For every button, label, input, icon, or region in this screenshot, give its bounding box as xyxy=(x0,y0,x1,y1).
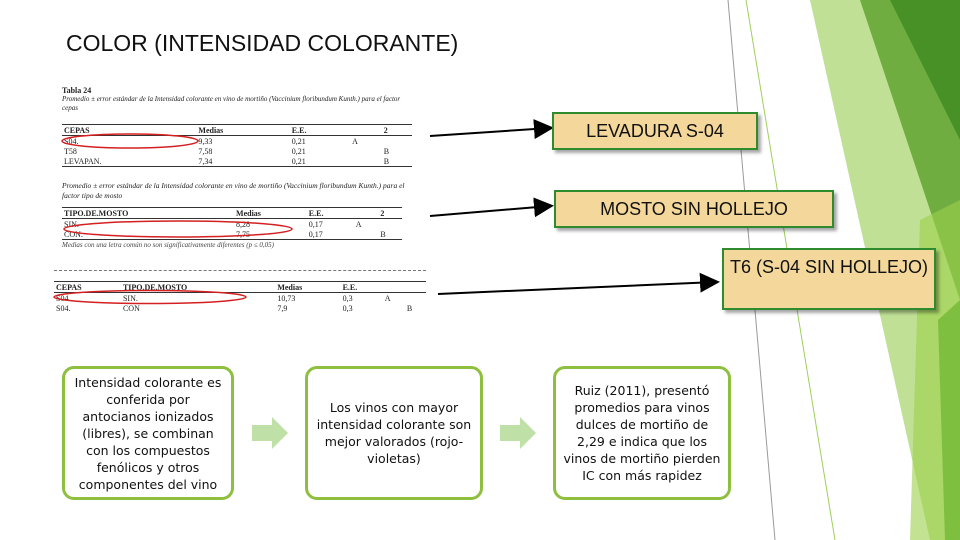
table-header: Medias xyxy=(275,282,340,293)
page-title: COLOR (INTENSIDAD COLORANTE) xyxy=(66,30,459,56)
table-cell: 7,58 xyxy=(198,146,213,156)
table-cell: 8,28 xyxy=(236,219,251,229)
arrow-to-levadura xyxy=(430,128,550,136)
flow-arrow-right-icon xyxy=(252,415,288,451)
table-header: TIPO.DE.MOSTO xyxy=(62,208,234,219)
table-cell: B xyxy=(383,146,390,156)
table-cell: LEVAPAN. xyxy=(62,156,196,167)
table-cell: SIN. xyxy=(122,293,138,303)
table-cell: 7,34 xyxy=(196,156,289,167)
table-cell: S04. xyxy=(64,136,79,146)
table-subtitle: Promedio ± error estándar de la Intensidad colorante en vino de mortiño (Vaccinium floribundum Kunth.) para el factor cepas xyxy=(62,95,401,112)
table-header: TIPO.DE.MOSTO xyxy=(121,282,275,293)
table-2-subtitle: Promedio ± error estándar de la Intensidad colorante en vino de mortiño (Vaccinium floribundum Kunth.) para el factor tipo de mosto xyxy=(62,181,405,200)
table-cell: CON. xyxy=(62,229,234,240)
table-cell: A xyxy=(352,136,358,146)
table-cell: B xyxy=(406,303,413,313)
callout-t6: T6 (S-04 SIN HOLLEJO) xyxy=(722,248,936,310)
callout-levadura: LEVADURA S-04 xyxy=(552,112,758,150)
flow-box-intensidad: Intensidad colorante es conferida por antocianos ionizados (libres), se combinan con los compuestos fenólicos y otros componentes del vino xyxy=(62,366,234,500)
table-cell: B xyxy=(378,229,402,240)
table-header: Medias xyxy=(196,125,289,136)
arrow-to-t6 xyxy=(438,282,716,294)
table-header: E.E. xyxy=(290,125,350,136)
table-header: CEPAS xyxy=(54,282,121,293)
table-cell: 0,21 xyxy=(291,136,306,146)
table-cell: B xyxy=(382,156,412,167)
table-cell: 10,73 xyxy=(277,293,296,303)
table-header: CEPAS xyxy=(62,125,196,136)
table-header: Medias xyxy=(234,208,307,219)
table-caption: Tabla 24 xyxy=(62,86,92,95)
table-header: E.E. xyxy=(341,282,383,293)
table-header: 2 xyxy=(378,208,402,219)
table-cell: 9,33 xyxy=(198,136,213,146)
flow-arrow-right-icon xyxy=(500,415,536,451)
table-cell: CON xyxy=(122,303,140,313)
flow-box-ruiz: Ruiz (2011), presentó promedios para vinos dulces de mortiño de 2,29 e indica que los vinos de mortiño pierden IC con más rapidez xyxy=(553,366,731,500)
table-cell: 7,9 xyxy=(277,303,288,313)
table-cell: A xyxy=(384,293,391,303)
callout-mosto: MOSTO SIN HOLLEJO xyxy=(554,190,834,228)
table-cell: A xyxy=(355,219,362,229)
table-header: 2 xyxy=(382,125,412,136)
table-cell: 0,21 xyxy=(290,156,350,167)
arrow-to-mosto xyxy=(430,206,550,216)
flow-box-valoracion: Los vinos con mayor intensidad colorante son mejor valorados (rojo-violetas) xyxy=(305,366,483,500)
table-cell: 0,21 xyxy=(291,146,306,156)
table-cell: S04. xyxy=(56,293,71,303)
table-cell: 7,75 xyxy=(234,229,307,240)
table-cell: SIN. xyxy=(64,219,79,229)
table-cell: 0,3 xyxy=(342,293,353,303)
table-cell: S04. xyxy=(56,303,71,313)
table-cell: 0,17 xyxy=(307,229,354,240)
table-cell: T58 xyxy=(64,146,77,156)
table-cell: 0,3 xyxy=(342,303,353,313)
table-footnote: Medias con una letra común no son significativamente diferentes (p ≤ 0,05) xyxy=(62,241,274,249)
table-header: E.E. xyxy=(307,208,354,219)
table-cell: 0,17 xyxy=(308,219,323,229)
